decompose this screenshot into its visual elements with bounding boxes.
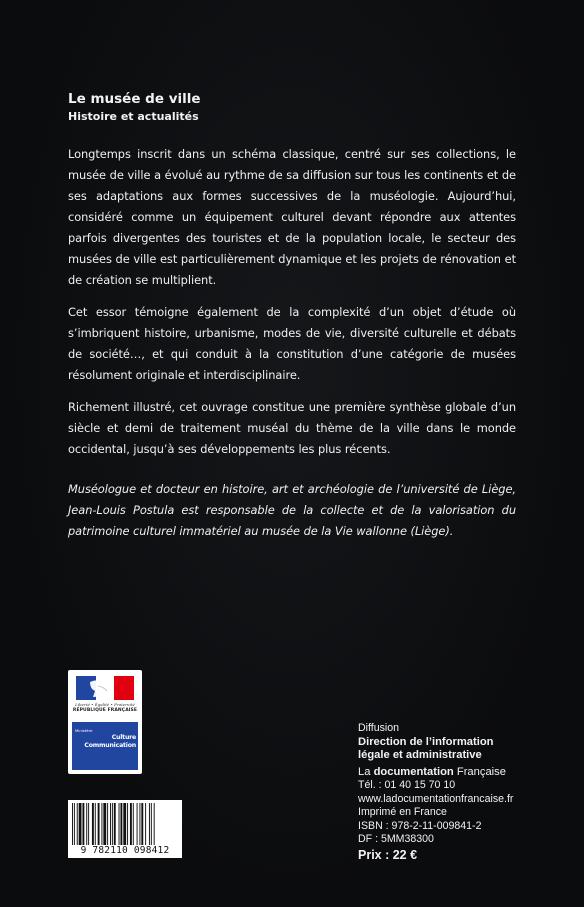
- price: Prix : 22 €: [358, 847, 418, 862]
- book-subtitle: Histoire et actualités: [68, 110, 199, 123]
- ministry-name: [74, 734, 136, 750]
- publisher-bold: documentation: [373, 765, 454, 778]
- publisher-prefix: La: [358, 765, 374, 778]
- df-code: DF : 5MM38300: [358, 833, 434, 845]
- website: www.ladocumentationfrancaise.fr: [358, 792, 514, 805]
- isbn: ISBN : 978-2-11-009841-2: [358, 819, 482, 832]
- publisher-name: [358, 766, 558, 780]
- ministry-logo: [72, 722, 138, 770]
- author-bio: Muséologue et docteur en histoire, art et archéologie de l’université de Liège, Jean-Louis Postula est responsable de la collecte et de la valorisation du patrimoine culturel immatériel au musée de la Vie wallonne (Liège).: [68, 482, 516, 538]
- republique-motto: Liberté • Égalité • Fraternité: [75, 702, 135, 707]
- barcode-bars-icon: [72, 803, 178, 845]
- publisher-info: [358, 722, 558, 862]
- blurb-paragraph-3: Richement illustré, cet ouvrage constitue une première synthèse globale d’un siècle et demi de traitement muséal du thème de la ville dans le monde occidental, jusqu’à ses développements les plus récents.: [68, 400, 516, 456]
- government-logo: [68, 670, 142, 774]
- ministry-label: Ministère: [75, 728, 93, 733]
- ministry-name-line-2: Communication: [84, 742, 136, 749]
- marianne-logo-icon: [76, 676, 134, 700]
- direction-line-1: Direction de l’information: [358, 735, 494, 748]
- phone: Tél. : 01 40 15 70 10: [358, 779, 456, 791]
- diffusion-label: Diffusion: [358, 722, 400, 734]
- printed-in: Imprimé en France: [358, 806, 447, 818]
- blurb-paragraph-2: Cet essor témoigne également de la complexité d’un objet d’étude où s’imbriquent histoire, urbanisme, modes de vie, diversité culturelle et débats de société…, et qui conduit à la constitution d’une catégorie de musées résolument originale et interdisciplinaire.: [68, 305, 516, 382]
- barcode: [68, 800, 182, 858]
- publisher-suffix: Française: [453, 765, 506, 778]
- ministry-name-line-1: Culture: [111, 734, 136, 741]
- blurb: [68, 144, 516, 542]
- book-title: Le musée de ville: [68, 91, 201, 107]
- direction-line-2: légale et administrative: [358, 749, 482, 761]
- blurb-paragraph-1: Longtemps inscrit dans un schéma classique, centré sur ses collections, le musée de ville a évolué au rythme de sa diffusion sur tous les continents et de ses adaptations aux formes successives de la muséologie. Aujourd’hui, considéré comme un équipement culturel devant répondre aux attentes parfois divergentes des touristes et de la population locale, le secteur des musées de ville est particulièrement dynamique et les projets de rénovation et de création se multiplient.: [68, 147, 516, 287]
- republique-name: RÉPUBLIQUE FRANÇAISE: [72, 708, 138, 713]
- barcode-number: 9 782110 098412: [80, 845, 170, 856]
- text-block: [68, 90, 516, 553]
